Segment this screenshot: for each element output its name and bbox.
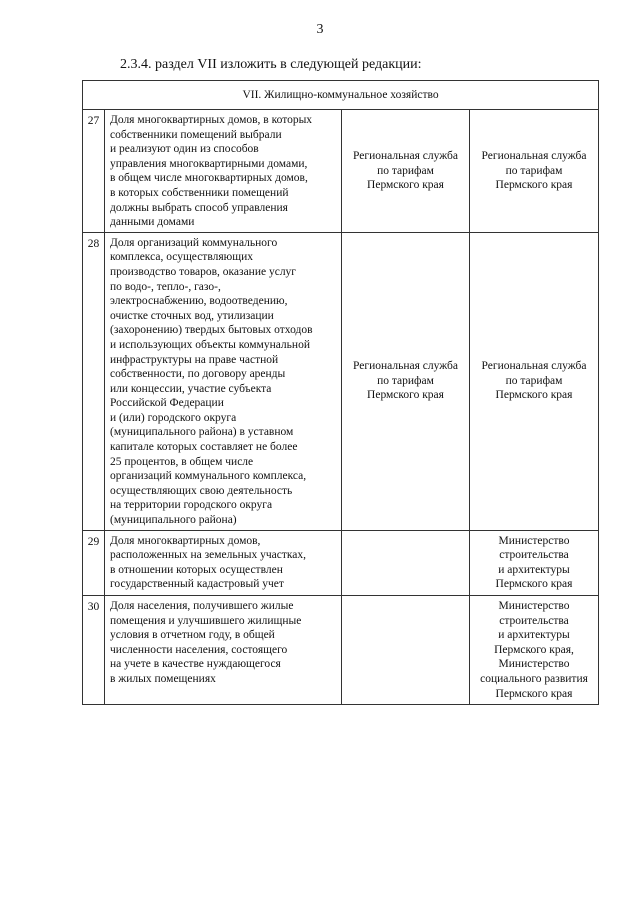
indicator-line: численности населения, состоящего xyxy=(110,643,288,656)
responsible-line: Региональная служба xyxy=(353,149,458,162)
indicator-line: (муниципального района) xyxy=(110,514,237,527)
indicator-line: капитале которых составляет не более xyxy=(110,441,298,454)
indicator-line: или концессии, участие субъекта xyxy=(110,382,272,395)
indicator-line: управления многоквартирными домами, xyxy=(110,157,308,170)
indicator-line: помещения и улучшившего жилищные xyxy=(110,614,302,627)
responsible-line: Пермского края xyxy=(495,578,573,591)
indicator-line: и реализуют один из способов xyxy=(110,143,259,156)
indicator-line: в отношении которых осуществлен xyxy=(110,563,283,576)
indicator-line: Доля населения, получившего жилые xyxy=(110,600,294,612)
indicator-text xyxy=(105,232,342,530)
indicator-text xyxy=(105,530,342,595)
responsible-column-b xyxy=(470,530,599,595)
indicator-line: (муниципального района) в уставном xyxy=(110,426,294,439)
responsible-line: по тарифам xyxy=(377,374,434,387)
indicator-line: собственники помещений выбрали xyxy=(110,128,282,141)
responsible-line: по тарифам xyxy=(505,164,563,177)
responsible-column-b xyxy=(470,110,599,233)
responsible-line: по тарифам xyxy=(377,164,434,177)
responsible-line: Пермского края xyxy=(367,389,444,402)
responsible-line: Министерство xyxy=(498,600,570,612)
indicator-line: (захоронению) твердых бытовых отходов xyxy=(110,324,313,337)
table-row xyxy=(83,596,599,705)
responsible-line: социального развития xyxy=(480,672,588,685)
page-number: 3 xyxy=(316,22,324,37)
row-number: 30 xyxy=(83,596,105,705)
row-number: 29 xyxy=(83,530,105,595)
responsible-line: и архитектуры xyxy=(498,563,570,576)
indicator-line: на учете в качестве нуждающегося xyxy=(110,658,281,671)
responsible-line: строительства xyxy=(499,614,569,627)
indicator-line: в жилых помещениях xyxy=(110,672,216,685)
table-row xyxy=(83,110,599,233)
responsible-column-b xyxy=(470,232,599,530)
responsible-column-a xyxy=(342,232,470,530)
responsible-line: Министерство xyxy=(498,534,570,547)
responsible-line: Пермского края xyxy=(495,179,573,192)
responsible-line: Министерство xyxy=(498,658,570,671)
responsible-column-a xyxy=(342,530,470,595)
responsible-column-a xyxy=(342,110,470,233)
indicator-line: собственности, по договору аренды xyxy=(110,368,286,381)
indicator-line: электроснабжению, водоотведению, xyxy=(110,295,288,308)
table-row xyxy=(83,530,599,595)
responsible-line: Пермского края xyxy=(367,179,444,192)
responsible-line: строительства xyxy=(499,549,569,562)
row-number: 27 xyxy=(83,110,105,233)
indicator-line: данными домами xyxy=(110,216,195,229)
indicator-line: государственный кадастровый учет xyxy=(110,578,284,591)
indicator-line: в общем числе многоквартирных домов, xyxy=(110,172,308,185)
indicator-line: по водо-, тепло-, газо-, xyxy=(110,280,221,293)
indicator-line: Доля многоквартирных домов, в которых xyxy=(110,114,313,126)
indicator-line: Доля многоквартирных домов, xyxy=(110,534,261,547)
section-title: VII. Жилищно-коммунальное хозяйство xyxy=(83,81,599,110)
indicators-table xyxy=(82,80,599,705)
indicator-line: Российской Федерации xyxy=(110,397,224,410)
indicator-line: комплекса, осуществляющих xyxy=(110,251,253,264)
responsible-line: Пермского края xyxy=(495,389,573,402)
indicator-line: очистке сточных вод, утилизации xyxy=(110,309,274,322)
indicator-line: осуществляющих свою деятельность xyxy=(110,484,293,497)
indicator-line: инфраструктуры на праве частной xyxy=(110,353,279,366)
indicator-text xyxy=(105,110,342,233)
indicator-line: и (или) городского округа xyxy=(110,411,237,424)
indicator-text xyxy=(105,596,342,705)
row-number: 28 xyxy=(83,232,105,530)
indicator-line: в которых собственники помещений xyxy=(110,186,289,199)
responsible-line: Региональная служба xyxy=(353,360,458,373)
indicator-line: производство товаров, оказание услуг xyxy=(110,265,297,278)
responsible-line: и архитектуры xyxy=(498,629,570,642)
indicator-line: Доля организаций коммунального xyxy=(110,236,278,249)
indicator-line: и использующих объекты коммунальной xyxy=(110,338,310,351)
responsible-line: Пермского края xyxy=(495,687,573,700)
responsible-line: Региональная служба xyxy=(481,149,587,162)
indicator-line: 25 процентов, в общем числе xyxy=(110,455,254,468)
responsible-column-b xyxy=(470,596,599,705)
responsible-line: Региональная служба xyxy=(481,360,587,373)
section-header-row xyxy=(83,81,599,110)
indicator-line: на территории городского округа xyxy=(110,499,273,512)
table-row xyxy=(83,232,599,530)
indicator-line: организаций коммунального комплекса, xyxy=(110,470,307,483)
responsible-line: Пермского края, xyxy=(494,643,574,656)
responsible-line: по тарифам xyxy=(505,374,563,387)
intro-text: 2.3.4. раздел VII изложить в следующей редакции: xyxy=(120,57,422,72)
indicator-line: расположенных на земельных участках, xyxy=(110,549,307,562)
indicator-line: должны выбрать способ управления xyxy=(110,201,288,214)
indicator-line: условия в отчетном году, в общей xyxy=(110,629,275,642)
responsible-column-a xyxy=(342,596,470,705)
